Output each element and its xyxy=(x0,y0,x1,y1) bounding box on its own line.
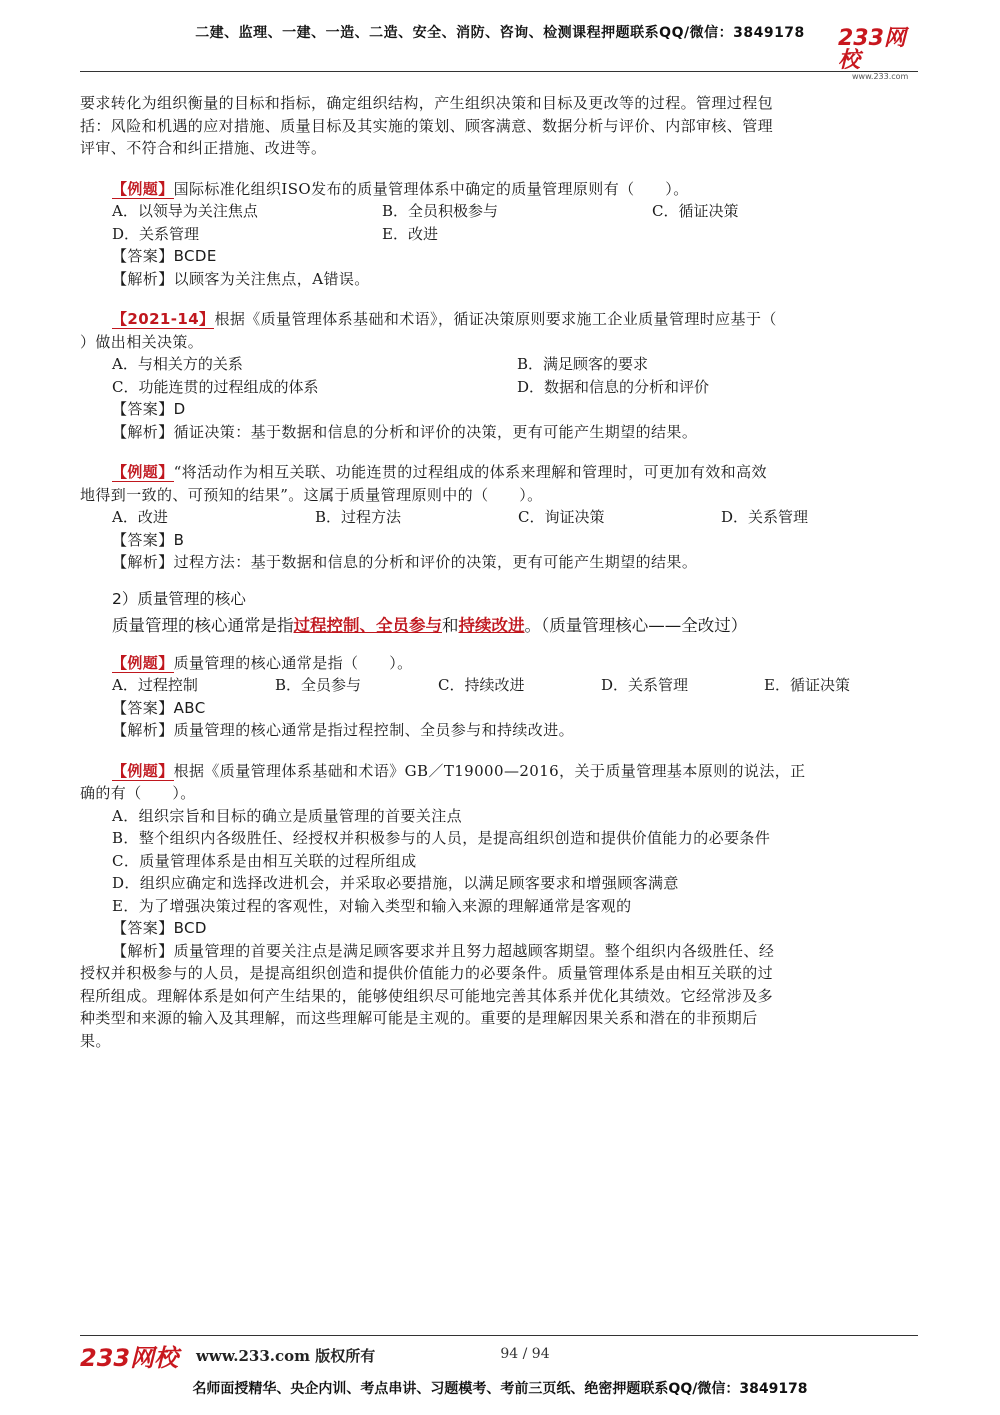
question-4-option-b: B．全员参与 xyxy=(275,676,362,694)
explanation-text: 质量管理的核心通常是指过程控制、全员参与和持续改进。 xyxy=(173,721,575,739)
question-2-tag: 【2021-14】 xyxy=(112,310,215,328)
answer-value: B xyxy=(173,530,185,549)
question-3-stem xyxy=(80,461,918,484)
answer-label: 【答案】 xyxy=(112,530,174,549)
question-3-options-row xyxy=(80,506,918,529)
core-keyword-1: 过程控制、全员参与 xyxy=(293,615,442,635)
question-2-option-c: C．功能连贯的过程组成的体系 xyxy=(112,377,319,396)
question-5-tag: 【例题】 xyxy=(112,761,174,780)
explanation-label: 【解析】 xyxy=(112,422,174,441)
question-1-option-d: D．关系管理 xyxy=(112,224,200,243)
core-text-post: 。（质量管理核心——全改过） xyxy=(524,615,748,635)
header-logo xyxy=(838,26,922,81)
question-5-explanation-5: 果。 xyxy=(80,1031,111,1050)
question-1-option-a: A．以领导为关注焦点 xyxy=(112,202,258,220)
question-3-option-a: A．改进 xyxy=(112,508,168,526)
question-4-text: 质量管理的核心通常是指（ ）。 xyxy=(173,653,413,672)
header-divider xyxy=(80,71,918,72)
question-5-explanation-2: 授权并积极参与的人员，是提高组织创造和提供价值能力的必要条件。质量管理体系是由相互关联的过 xyxy=(80,964,774,982)
question-3-option-b: B．过程方法 xyxy=(315,508,402,526)
answer-label: 【答案】 xyxy=(112,919,174,937)
question-3-explanation xyxy=(80,551,918,574)
question-3-text: “将活动作为相互关联、功能连贯的过程组成的体系来理解和管理时，可更加有效和高效 xyxy=(173,463,767,481)
question-4-tag: 【例题】 xyxy=(112,653,174,672)
question-2-option-b: B．满足顾客的要求 xyxy=(517,355,649,373)
question-2-option-a: A．与相关方的关系 xyxy=(112,355,243,373)
footer-copyright: www.233.com 版权所有 xyxy=(196,1347,376,1365)
page-number: 94 / 94 xyxy=(500,1346,550,1362)
header-logo-text: 233网校 xyxy=(838,26,906,73)
explanation-label: 【解析】 xyxy=(112,269,174,288)
question-4-options-row xyxy=(80,674,918,697)
question-5-explanation xyxy=(80,940,918,963)
question-3-stem-cont: 地得到一致的、可预知的结果”。这属于质量管理原则中的（ ）。 xyxy=(80,485,543,504)
question-3-option-d: D．关系管理 xyxy=(721,508,809,526)
section-core-text xyxy=(80,612,918,640)
question-2-answer xyxy=(80,398,918,421)
question-4-option-a: A．过程控制 xyxy=(112,676,198,694)
question-1-option-e: E．改进 xyxy=(382,224,438,243)
question-1-tag: 【例题】 xyxy=(112,179,174,198)
question-2-options-row-2 xyxy=(80,376,918,399)
question-2-stem xyxy=(80,308,918,331)
answer-label: 【答案】 xyxy=(112,698,174,717)
intro-line-2: 括：风险和机遇的应对措施、质量目标及其实施的策划、顾客满意、数据分析与评价、内部审核、管理 xyxy=(80,116,774,135)
question-5-stem-cont: 确的有（ ）。 xyxy=(80,784,196,802)
explanation-text: 以顾客为关注焦点，A错误。 xyxy=(173,269,370,288)
question-1-option-c: C．循证决策 xyxy=(652,202,739,220)
question-4-stem xyxy=(80,652,918,675)
question-2-explanation xyxy=(80,421,918,444)
question-4-option-e: E．循证决策 xyxy=(764,676,850,694)
question-5-option-c: C．质量管理体系是由相互关联的过程所组成 xyxy=(112,851,417,870)
answer-value: BCD xyxy=(173,919,207,937)
question-5-answer xyxy=(80,917,918,940)
explanation-text: 循证决策：基于数据和信息的分析和评价的决策，更有可能产生期望的结果。 xyxy=(173,422,698,441)
header-logo-url: www.233.com xyxy=(852,72,909,81)
question-2-option-d: D．数据和信息的分析和评价 xyxy=(517,377,710,396)
explanation-label: 【解析】 xyxy=(112,721,174,739)
core-text-mid: 和 xyxy=(442,615,459,635)
question-5-explanation-4: 种类型和来源的输入及其理解，而这些理解可能是主观的。重要的是理解因果关系和潜在的非预期后 xyxy=(80,1009,758,1027)
intro-line-1: 要求转化为组织衡量的目标和指标，确定组织结构，产生组织决策和目标及更改等的过程。管理过程包 xyxy=(80,94,774,112)
explanation-label: 【解析】 xyxy=(112,553,174,571)
answer-label: 【答案】 xyxy=(112,400,174,418)
core-keyword-2: 持续改进 xyxy=(458,615,525,635)
core-text-pre: 质量管理的核心通常是指 xyxy=(112,615,294,635)
question-4-answer xyxy=(80,697,918,720)
document-body xyxy=(80,92,918,1052)
question-5-option-a: A．组织宗旨和目标的确立是质量管理的首要关注点 xyxy=(112,806,463,825)
question-2-options-row-1 xyxy=(80,353,918,376)
answer-value: D xyxy=(173,400,186,418)
question-5-explanation-3: 程所组成。理解体系是如何产生结果的，能够使组织尽可能地完善其体系并优化其绩效。它经常涉及多 xyxy=(80,986,774,1005)
question-5-text: 根据《质量管理体系基础和术语》GB／T19000—2016，关于质量管理基本原则的说法，正 xyxy=(173,761,806,780)
footer-divider xyxy=(80,1335,918,1336)
answer-label: 【答案】 xyxy=(112,247,174,265)
question-4-option-d: D．关系管理 xyxy=(601,676,689,694)
footer-logo: 233网校 xyxy=(80,1344,179,1372)
explanation-text: 过程方法：基于数据和信息的分析和评价的决策，更有可能产生期望的结果。 xyxy=(173,553,698,571)
question-5-stem xyxy=(80,760,918,783)
section-heading: 2）质量管理的核心 xyxy=(112,589,246,608)
question-1-options-row-2 xyxy=(80,223,918,246)
question-1-stem xyxy=(80,178,918,201)
question-3-option-c: C．询证决策 xyxy=(518,508,605,526)
question-1-text: 国际标准化组织ISO发布的质量管理体系中确定的质量管理原则有（ ）。 xyxy=(173,179,689,198)
question-3-answer xyxy=(80,529,918,552)
question-4-option-c: C．持续改进 xyxy=(438,676,525,694)
question-2-text: 根据《质量管理体系基础和术语》，循证决策原则要求施工企业质量管理时应基于（ xyxy=(214,310,777,328)
intro-line-3: 评审、不符合和纠正措施、改进等。 xyxy=(80,139,327,157)
answer-value: ABC xyxy=(173,698,206,717)
explanation-text-1: 质量管理的首要关注点是满足顾客要求并且努力超越顾客期望。整个组织内各级胜任、经 xyxy=(173,941,775,960)
explanation-label: 【解析】 xyxy=(112,941,174,960)
question-1-answer xyxy=(80,245,918,268)
footer-ad: 名师面授精华、央企内训、考点串讲、习题模考、考前三页纸、绝密押题联系QQ/微信：3849178 xyxy=(192,1381,808,1397)
question-2-stem-cont: ）做出相关决策。 xyxy=(80,332,204,351)
question-5-option-d: D．组织应确定和选择改进机会，并采取必要措施，以满足顾客要求和增强顾客满意 xyxy=(112,874,679,892)
question-4-explanation xyxy=(80,719,918,742)
question-1-options-row-1 xyxy=(80,200,918,223)
header-title: 二建、监理、一建、一造、二造、安全、消防、咨询、检测课程押题联系QQ/微信：3849178 xyxy=(195,25,805,41)
question-5-option-b: B．整个组织内各级胜任、经授权并积极参与的人员，是提高组织创造和提供价值能力的必要条件 xyxy=(112,829,771,847)
question-5-option-e: E．为了增强决策过程的客观性，对输入类型和输入来源的理解通常是客观的 xyxy=(112,896,632,915)
question-3-tag: 【例题】 xyxy=(112,463,174,481)
answer-value: BCDE xyxy=(173,247,217,265)
question-1-explanation xyxy=(80,268,918,291)
question-1-option-b: B．全员积极参与 xyxy=(382,202,499,220)
